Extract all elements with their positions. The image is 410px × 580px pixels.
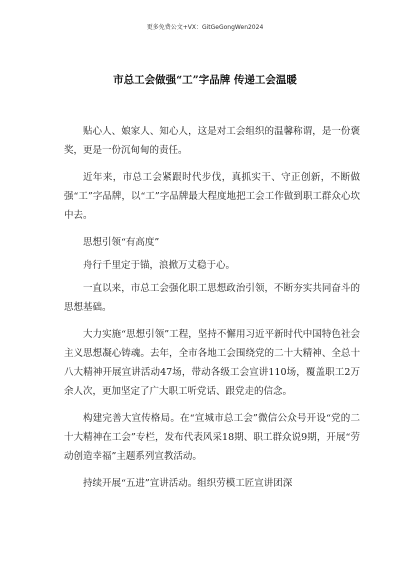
paragraph: 大力实施“思想引领”工程，坚持不懈用习近平新时代中国特色社会主义思想凝心铸魂。去年，全市各地工会围绕党的二十大精神、全总十八大精神开展宣讲活动47场，带动各级工会宣讲110场，覆盖职工2万余人次，更加坚定了广大职工听党话、跟党走的信念。 xyxy=(64,329,360,397)
section-heading: 思想引领“有高度” xyxy=(83,237,160,248)
paragraph: 构建完善大宣传格局。在“宣城市总工会”微信公众号开设“党的二十大精神在工会”专栏，发布代表风采18期、职工群众说9期，开展“劳动创造幸福”主题系列宣教活动。 xyxy=(64,413,360,462)
paragraph: 舟行千里定于锚，浪掀万丈稳于心。 xyxy=(83,260,236,271)
paragraph: 持续开展“五进”宣讲活动。组织劳模工匠宣讲团深 xyxy=(83,478,293,489)
article-title: 市总工会做强“工”字品牌 传递工会温暖 xyxy=(113,74,297,86)
page-header-note: 更多免费公文+VX：GitGeGongWen2024 xyxy=(146,24,264,31)
paragraph: 近年来，市总工会紧跟时代步伐，真抓实干、守正创新，不断做强“工”字品牌，以“工”字品牌最大程度地把工会工作做到职工群众心坎中去。 xyxy=(64,172,360,221)
paragraph: 贴心人、娘家人、知心人，这是对工会组织的温馨称谓，是一份褒奖，更是一份沉甸甸的责任。 xyxy=(64,126,360,156)
paragraph: 一直以来，市总工会强化职工思想政治引领，不断夯实共同奋斗的思想基础。 xyxy=(64,283,360,313)
article-body xyxy=(64,122,360,501)
